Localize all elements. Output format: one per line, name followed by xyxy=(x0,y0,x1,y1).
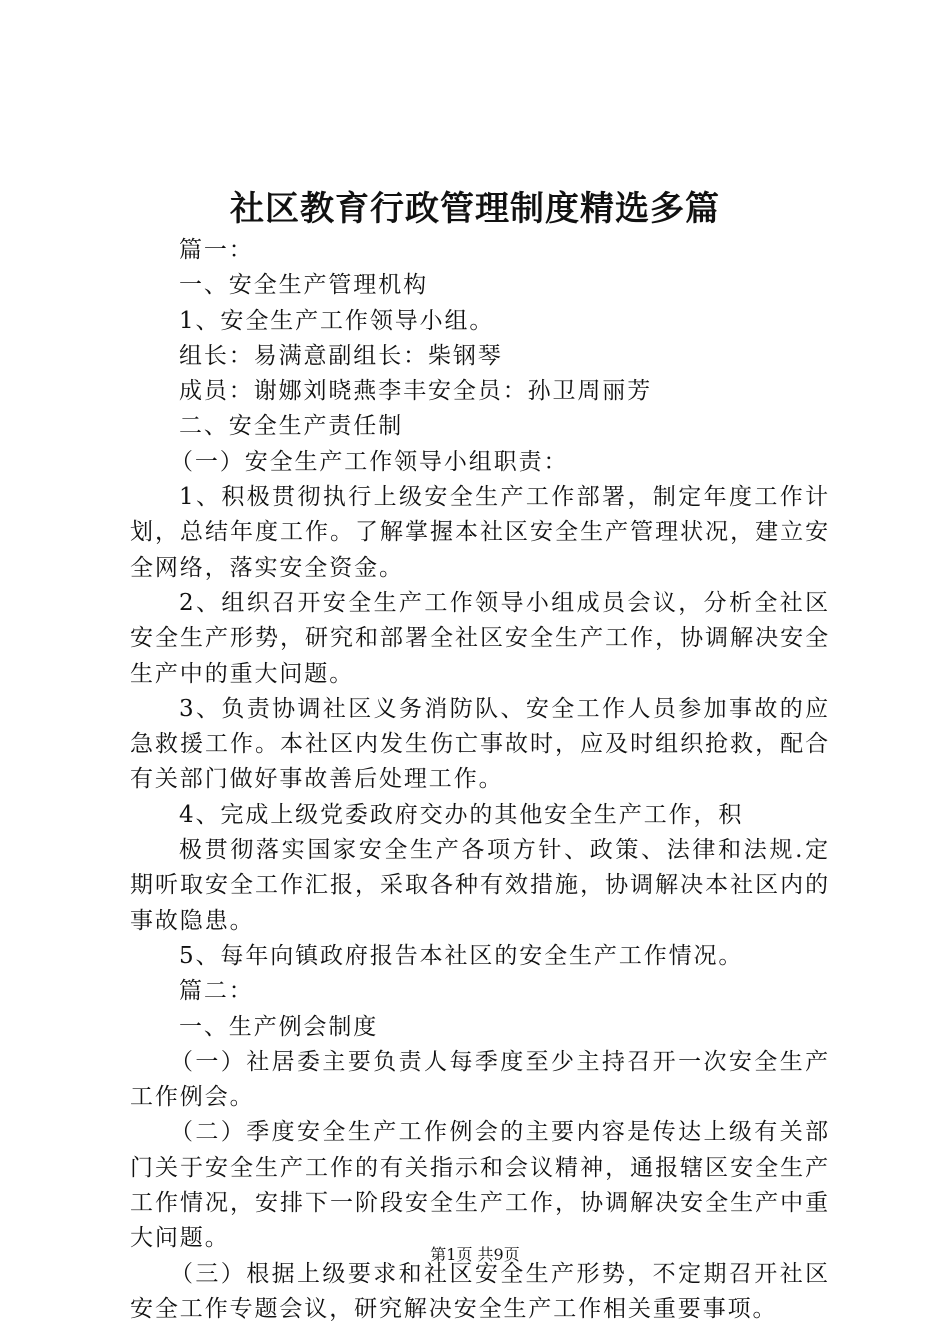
paragraph: （三）根据上级要求和社区安全生产形势，不定期召开社区安全工作专题会议，研究解决安全生产工作相关重要事项。 xyxy=(130,1260,830,1322)
paragraph: 极贯彻落实国家安全生产各项方针、政策、法律和法规.定期听取安全工作汇报，采取各种有效措施，协调解决本社区内的事故隐患。 xyxy=(130,837,830,934)
paragraph: 4、完成上级党委政府交办的其他安全生产工作，积 xyxy=(179,801,744,828)
paragraph: 1、安全生产工作领导小组。 xyxy=(179,307,495,334)
subsection-heading: 一、生产例会制度 xyxy=(179,1013,379,1040)
document-body xyxy=(130,233,830,1327)
paragraph: 组长：易满意副组长：柴钢琴 xyxy=(179,342,503,369)
subsection-heading: 二、安全生产责任制 xyxy=(179,413,404,440)
paragraph: 1、积极贯彻执行上级安全生产工作部署，制定年度工作计划，总结年度工作。了解掌握本社区安全生产管理状况，建立安全网络，落实安全资金。 xyxy=(130,484,830,581)
paragraph: （一）安全生产工作领导小组职责： xyxy=(170,448,569,475)
subsection-heading: 一、安全生产管理机构 xyxy=(179,272,428,299)
paragraph: （二）季度安全生产工作例会的主要内容是传达上级有关部门关于安全生产工作的有关指示和会议精神，通报辖区安全生产工作情况，安排下一阶段安全生产工作，协调解决安全生产中重大问题。 xyxy=(130,1119,830,1252)
page-number-footer: 第1页 共9页 xyxy=(430,1245,520,1264)
document-title: 社区教育行政管理制度精选多篇 xyxy=(230,189,720,229)
paragraph: 5、每年向镇政府报告本社区的安全生产工作情况。 xyxy=(179,942,744,969)
section-heading: 篇二： xyxy=(179,978,254,1005)
paragraph: 成员：谢娜刘晓燕李丰安全员：孙卫周丽芳 xyxy=(179,378,653,405)
paragraph: 2、组织召开安全生产工作领导小组成员会议，分析全社区安全生产形势，研究和部署全社区安全生产工作，协调解决安全生产中的重大问题。 xyxy=(130,589,830,687)
section-heading: 篇一： xyxy=(179,237,254,263)
paragraph: （一）社居委主要负责人每季度至少主持召开一次安全生产工作例会。 xyxy=(130,1048,830,1111)
paragraph: 3、负责协调社区义务消防队、安全工作人员参加事故的应急救援工作。本社区内发生伤亡事故时，应及时组织抢救，配合有关部门做好事故善后处理工作。 xyxy=(130,695,830,793)
